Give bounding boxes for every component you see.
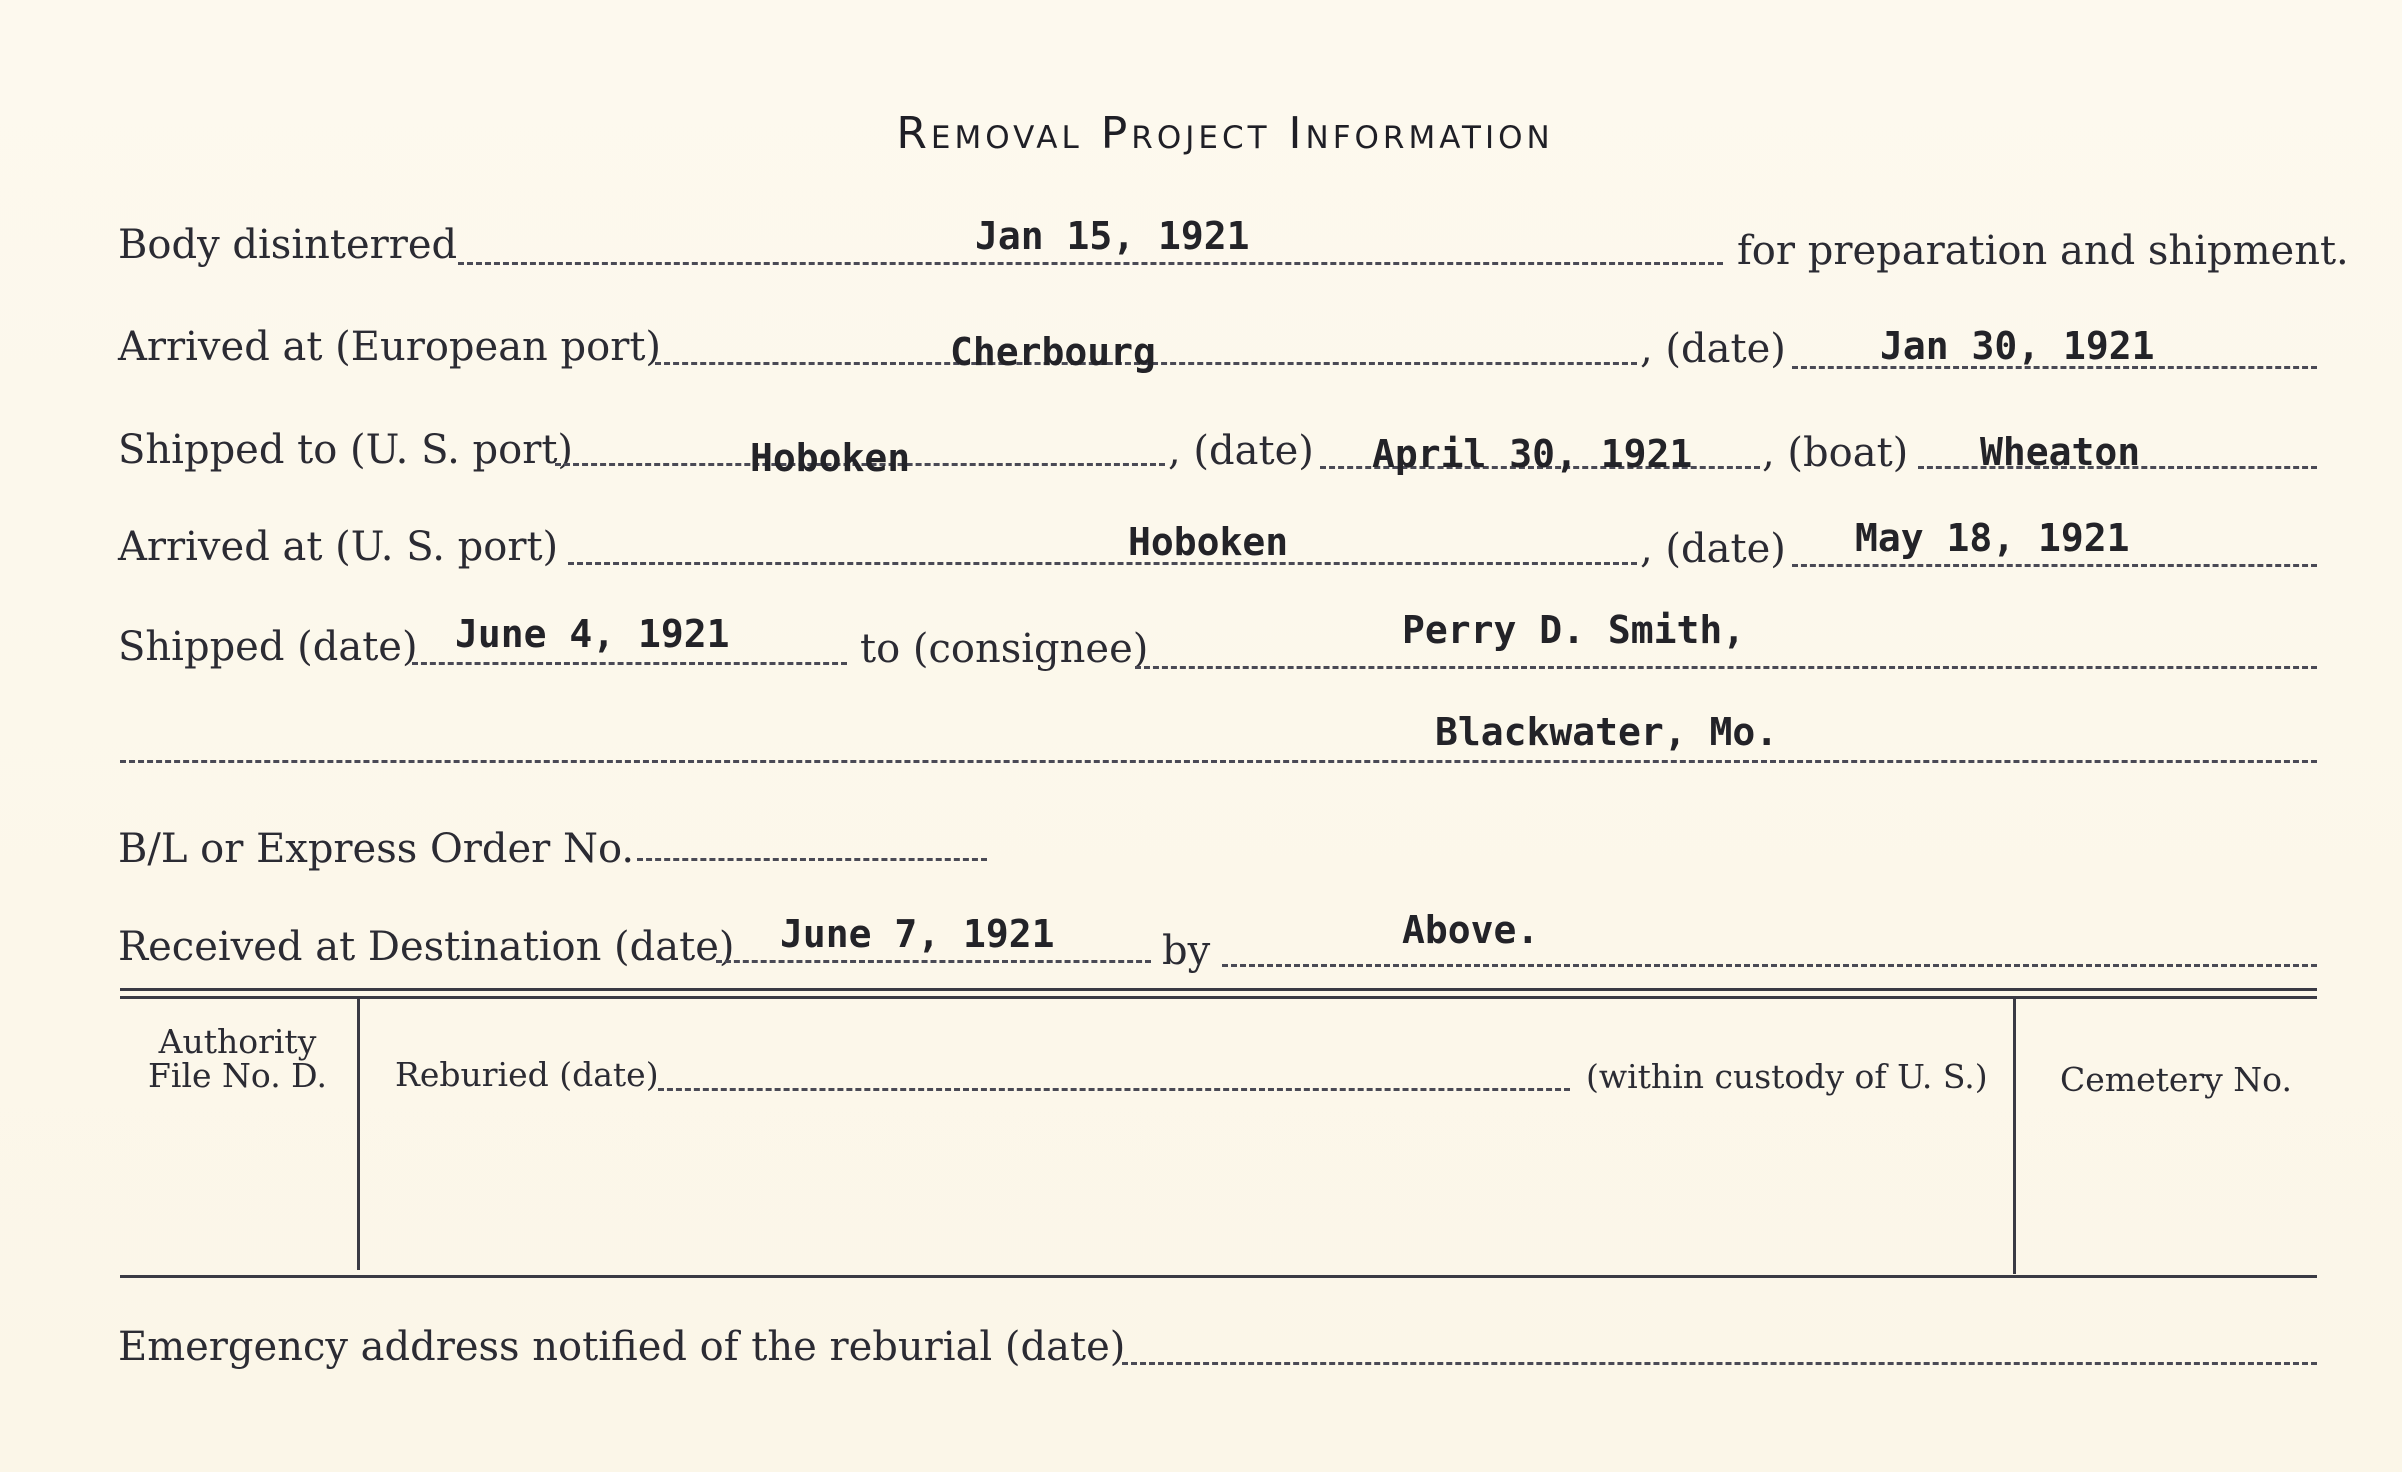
european-port-value: Cherbourg xyxy=(950,330,1156,374)
consignee-continuation-line xyxy=(120,760,2317,763)
consignee-line1: Perry D. Smith, xyxy=(1402,608,1746,652)
custody-label: (within custody of U. S.) xyxy=(1586,1057,1988,1096)
disinterred-line xyxy=(458,262,1723,265)
card-title: Removal Project Information xyxy=(896,108,1554,159)
authority-file-label xyxy=(130,1022,345,1095)
european-port-label: Arrived at (European port) xyxy=(118,324,662,370)
shipped-us-value: Hoboken xyxy=(750,436,911,480)
received-by-value: Above. xyxy=(1402,908,1540,952)
reburied-label: Reburied (date) xyxy=(395,1055,659,1094)
disinterred-value: Jan 15, 1921 xyxy=(975,214,1250,258)
received-by-label: by xyxy=(1162,928,1211,974)
european-date-value: Jan 30, 1921 xyxy=(1880,324,2155,368)
authority-line2: File No. D. xyxy=(148,1056,327,1095)
shipped-date-label: Shipped (date) xyxy=(118,624,418,670)
authority-line1: Authority xyxy=(158,1022,317,1061)
disinterred-label: Body disinterred xyxy=(118,222,458,268)
arrived-us-date-value: May 18, 1921 xyxy=(1855,516,2130,560)
received-by-line xyxy=(1222,964,2317,967)
arrived-us-date-label: , (date) xyxy=(1640,526,1786,572)
emergency-line xyxy=(1122,1362,2317,1365)
received-value: June 7, 1921 xyxy=(780,912,1055,956)
consignee-line xyxy=(1135,666,2317,669)
box-bottom-rule xyxy=(120,1275,2317,1278)
arrived-us-date-line xyxy=(1792,564,2317,567)
bl-order-label: B/L or Express Order No. xyxy=(118,826,635,872)
shipped-us-date-label: , (date) xyxy=(1168,428,1314,474)
received-line xyxy=(716,960,1151,963)
european-date-label: , (date) xyxy=(1640,326,1786,372)
arrived-us-line xyxy=(568,562,1637,565)
consignee-line2: Blackwater, Mo. xyxy=(1435,710,1779,754)
shipped-date-value: June 4, 1921 xyxy=(455,612,730,656)
consignee-label: to (consignee) xyxy=(860,626,1149,672)
box-divider-left xyxy=(357,998,360,1270)
boat-value: Wheaton xyxy=(1980,430,2141,474)
received-label: Received at Destination (date) xyxy=(118,924,735,970)
emergency-label: Emergency address notified of the reburial (date) xyxy=(118,1324,1126,1370)
shipped-us-label: Shipped to (U. S. port) xyxy=(118,427,573,473)
bl-order-line xyxy=(637,858,987,861)
cemetery-no-label: Cemetery No. xyxy=(2060,1060,2292,1099)
arrived-us-value: Hoboken xyxy=(1128,520,1289,564)
box-divider-right xyxy=(2013,998,2016,1274)
disinterred-suffix: for preparation and shipment. xyxy=(1737,228,2349,274)
reburied-line xyxy=(658,1088,1570,1091)
arrived-us-label: Arrived at (U. S. port) xyxy=(118,524,559,570)
box-top-rule-1 xyxy=(120,988,2317,991)
shipped-date-line xyxy=(412,662,847,665)
boat-label: , (boat) xyxy=(1762,430,1909,476)
shipped-us-date-value: April 30, 1921 xyxy=(1372,432,1693,476)
box-top-rule-2 xyxy=(120,996,2317,999)
